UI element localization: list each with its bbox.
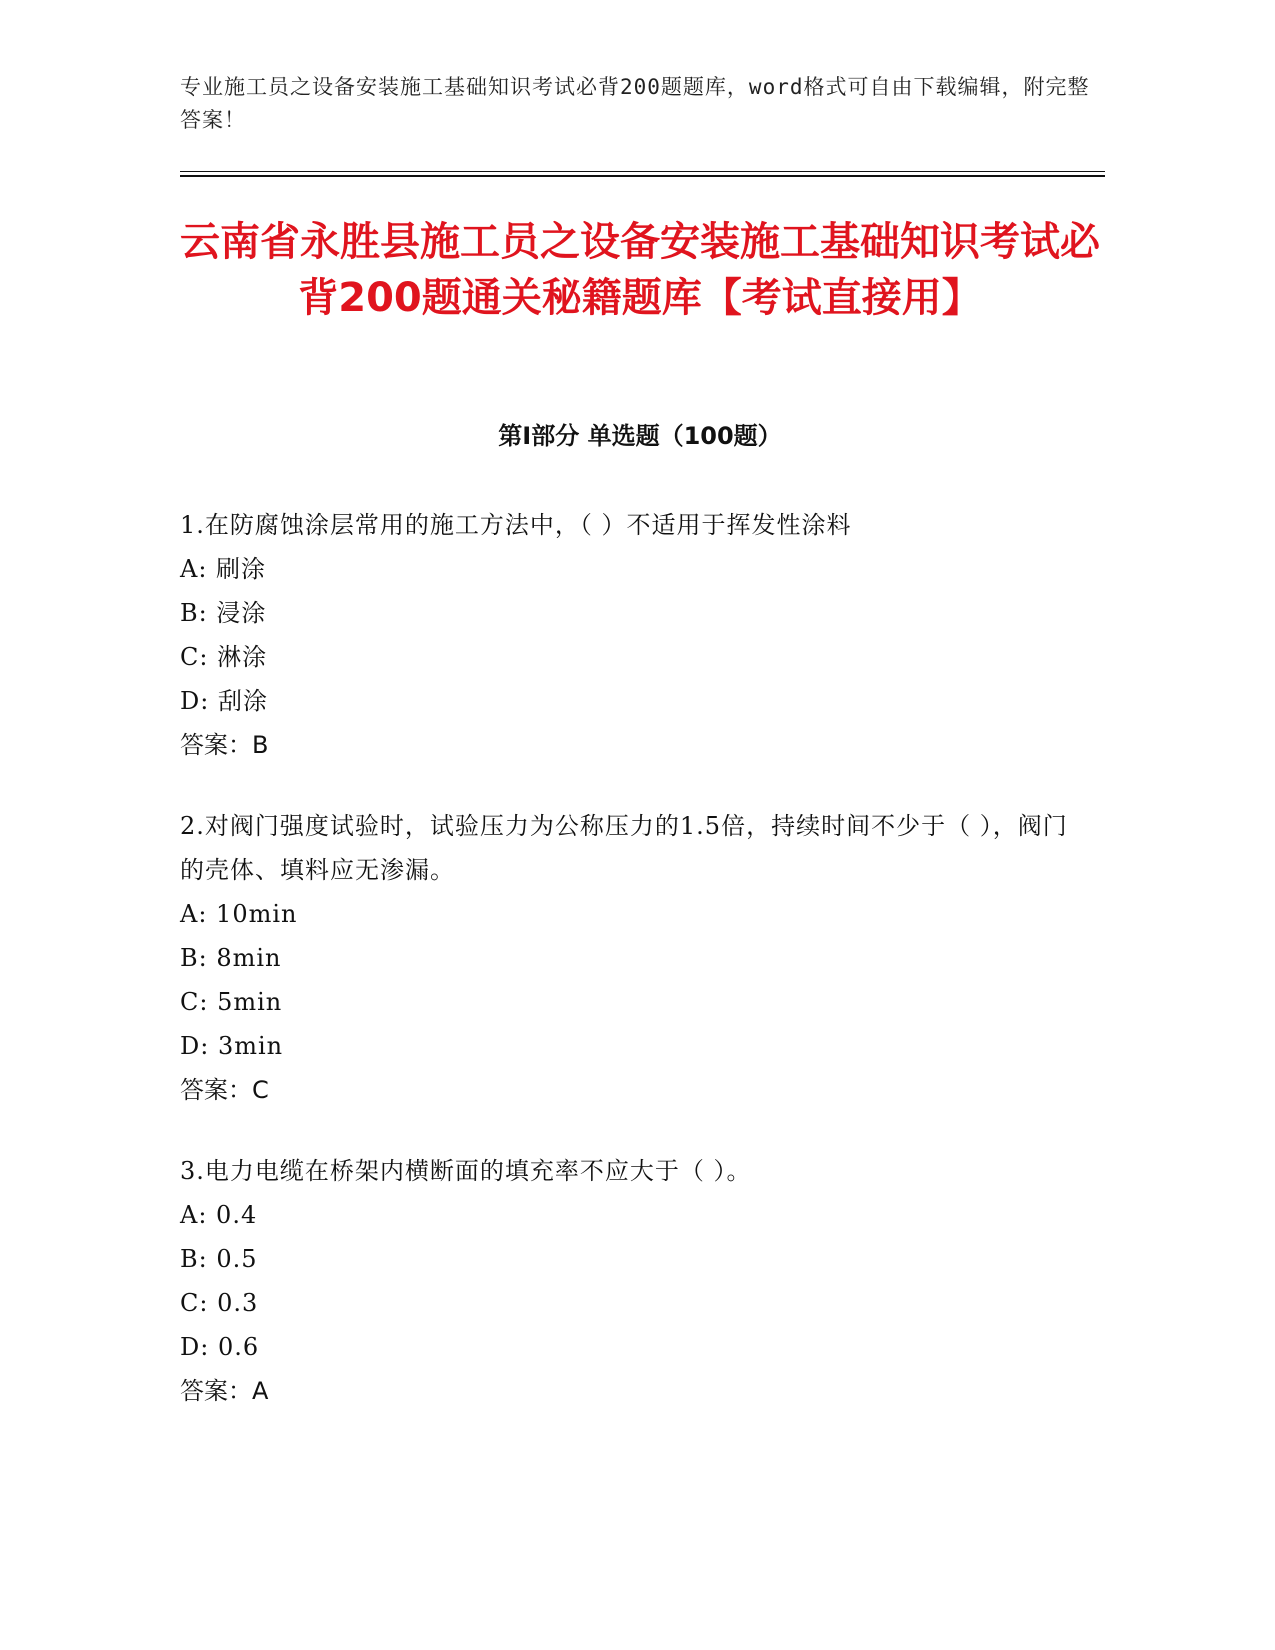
option-a: A: 0.4 <box>180 1201 258 1229</box>
question-item <box>180 1149 1080 1413</box>
question-stem: 2.对阀门强度试验时，试验压力为公称压力的1.5倍，持续时间不少于（ ），阀门的壳体、填料应无渗漏。 <box>180 812 1068 884</box>
option-d: D: 刮涂 <box>180 687 268 715</box>
answer-line: 答案：A <box>180 1377 269 1405</box>
option-a: A: 刷涂 <box>180 555 267 583</box>
answer-line: 答案：B <box>180 731 269 759</box>
question-stem: 3.电力电缆在桥架内横断面的填充率不应大于（ ）。 <box>180 1157 752 1185</box>
option-d: D: 0.6 <box>180 1333 260 1361</box>
option-b: B: 0.5 <box>180 1245 258 1273</box>
option-a: A: 10min <box>180 900 298 928</box>
header-divider-thin <box>180 171 1105 172</box>
header-note: 专业施工员之设备安装施工基础知识考试必背200题题库，word格式可自由下载编辑，附完整答案！ <box>180 75 1090 132</box>
question-item <box>180 503 1080 767</box>
option-b: B: 浸涂 <box>180 599 267 627</box>
option-c: C: 0.3 <box>180 1289 259 1317</box>
option-c: C: 淋涂 <box>180 643 268 671</box>
answer-line: 答案：C <box>180 1076 269 1104</box>
question-stem: 1.在防腐蚀涂层常用的施工方法中，（ ）不适用于挥发性涂料 <box>180 511 852 539</box>
question-list <box>180 503 1080 1450</box>
document-title: 云南省永胜县施工员之设备安装施工基础知识考试必背200题通关秘籍题库【考试直接用】 <box>180 219 1100 321</box>
option-c: C: 5min <box>180 988 283 1016</box>
header-divider-thick <box>180 175 1105 177</box>
option-d: D: 3min <box>180 1032 284 1060</box>
section-heading: 第I部分 单选题（100题） <box>498 422 782 450</box>
question-item <box>180 804 1080 1112</box>
option-b: B: 8min <box>180 944 282 972</box>
